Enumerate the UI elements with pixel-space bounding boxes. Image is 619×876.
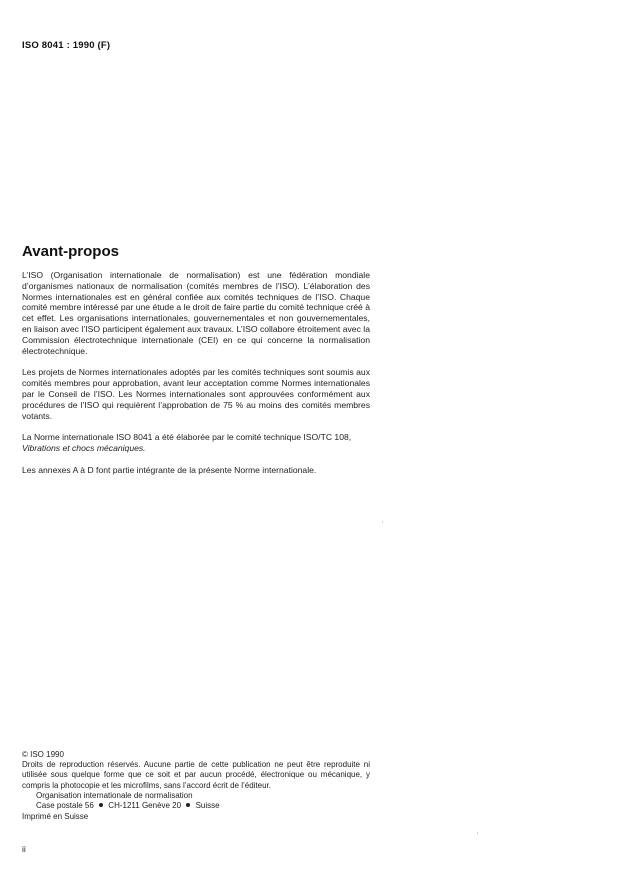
page-number: ii <box>22 844 26 854</box>
copyright-notice: © ISO 1990 <box>22 750 64 759</box>
foreword-section <box>22 243 370 487</box>
paragraph-annexes: Les annexes A à D font partie intégrante de la présente Norme internationale. <box>22 464 317 475</box>
organisation-name: Organisation internationale de normalisation <box>36 790 193 800</box>
paragraph-approval: Les projets de Normes internationales adoptés par les comités techniques sont soumis aux comités membres pour approbation, avant leur acceptation comme Normes internationales par le Conseil de l’ISO. Les Normes internationales sont approuvées conformément aux procédures de l’ISO qui requièrent l’approbation de 75 % au moins des comités membres votants. <box>22 367 370 421</box>
rights-notice: Droits de reproduction réservés. Aucune partie de cette publication ne peut être reproduite ni utilisée sous quelque forme que ce soit et par aucun procédé, électronique ou mécanique, y compris la photocopie et les microfilms, sans l’accord écrit de l’éditeur. <box>22 760 370 790</box>
scan-artifact <box>382 521 383 523</box>
committee-title: Vibrations et chocs mécaniques. <box>22 443 146 454</box>
section-title: Avant-propos <box>22 243 119 260</box>
document-id-header: ISO 8041 : 1990 (F) <box>22 40 111 51</box>
paragraph-committee <box>22 432 370 454</box>
committee-text: La Norme internationale ISO 8041 a été élaborée par le comité technique ISO/TC 108, <box>22 432 352 443</box>
address-country: Suisse <box>195 801 220 811</box>
postal-address <box>36 801 370 811</box>
bullet-icon <box>186 803 190 807</box>
paragraph-iso-intro: L’ISO (Organisation internationale de normalisation) est une fédération mondiale d’organismes nationaux de normalisation (comités membres de l’ISO). L’élaboration des Normes internationales est en général confiée aux comités techniques de l’ISO. Chaque comité membre intéressé par une étude a le droit de faire partie du comité technique créé à cet effet. Les organisations internationales, gouvernementales et non gouvernementales, en liaison avec l’ISO participent également aux travaux. L’ISO collabore étroitement avec la Commission électrotechnique internationale (CEI) en ce qui concerne la normalisation électrotechnique. <box>22 270 370 356</box>
scan-artifact <box>477 832 478 834</box>
address-po-box: Case postale 56 <box>36 801 94 811</box>
bullet-icon <box>99 803 103 807</box>
printed-in: Imprimé en Suisse <box>22 812 89 822</box>
copyright-footer <box>22 750 370 822</box>
address-city: CH-1211 Genève 20 <box>108 801 182 811</box>
